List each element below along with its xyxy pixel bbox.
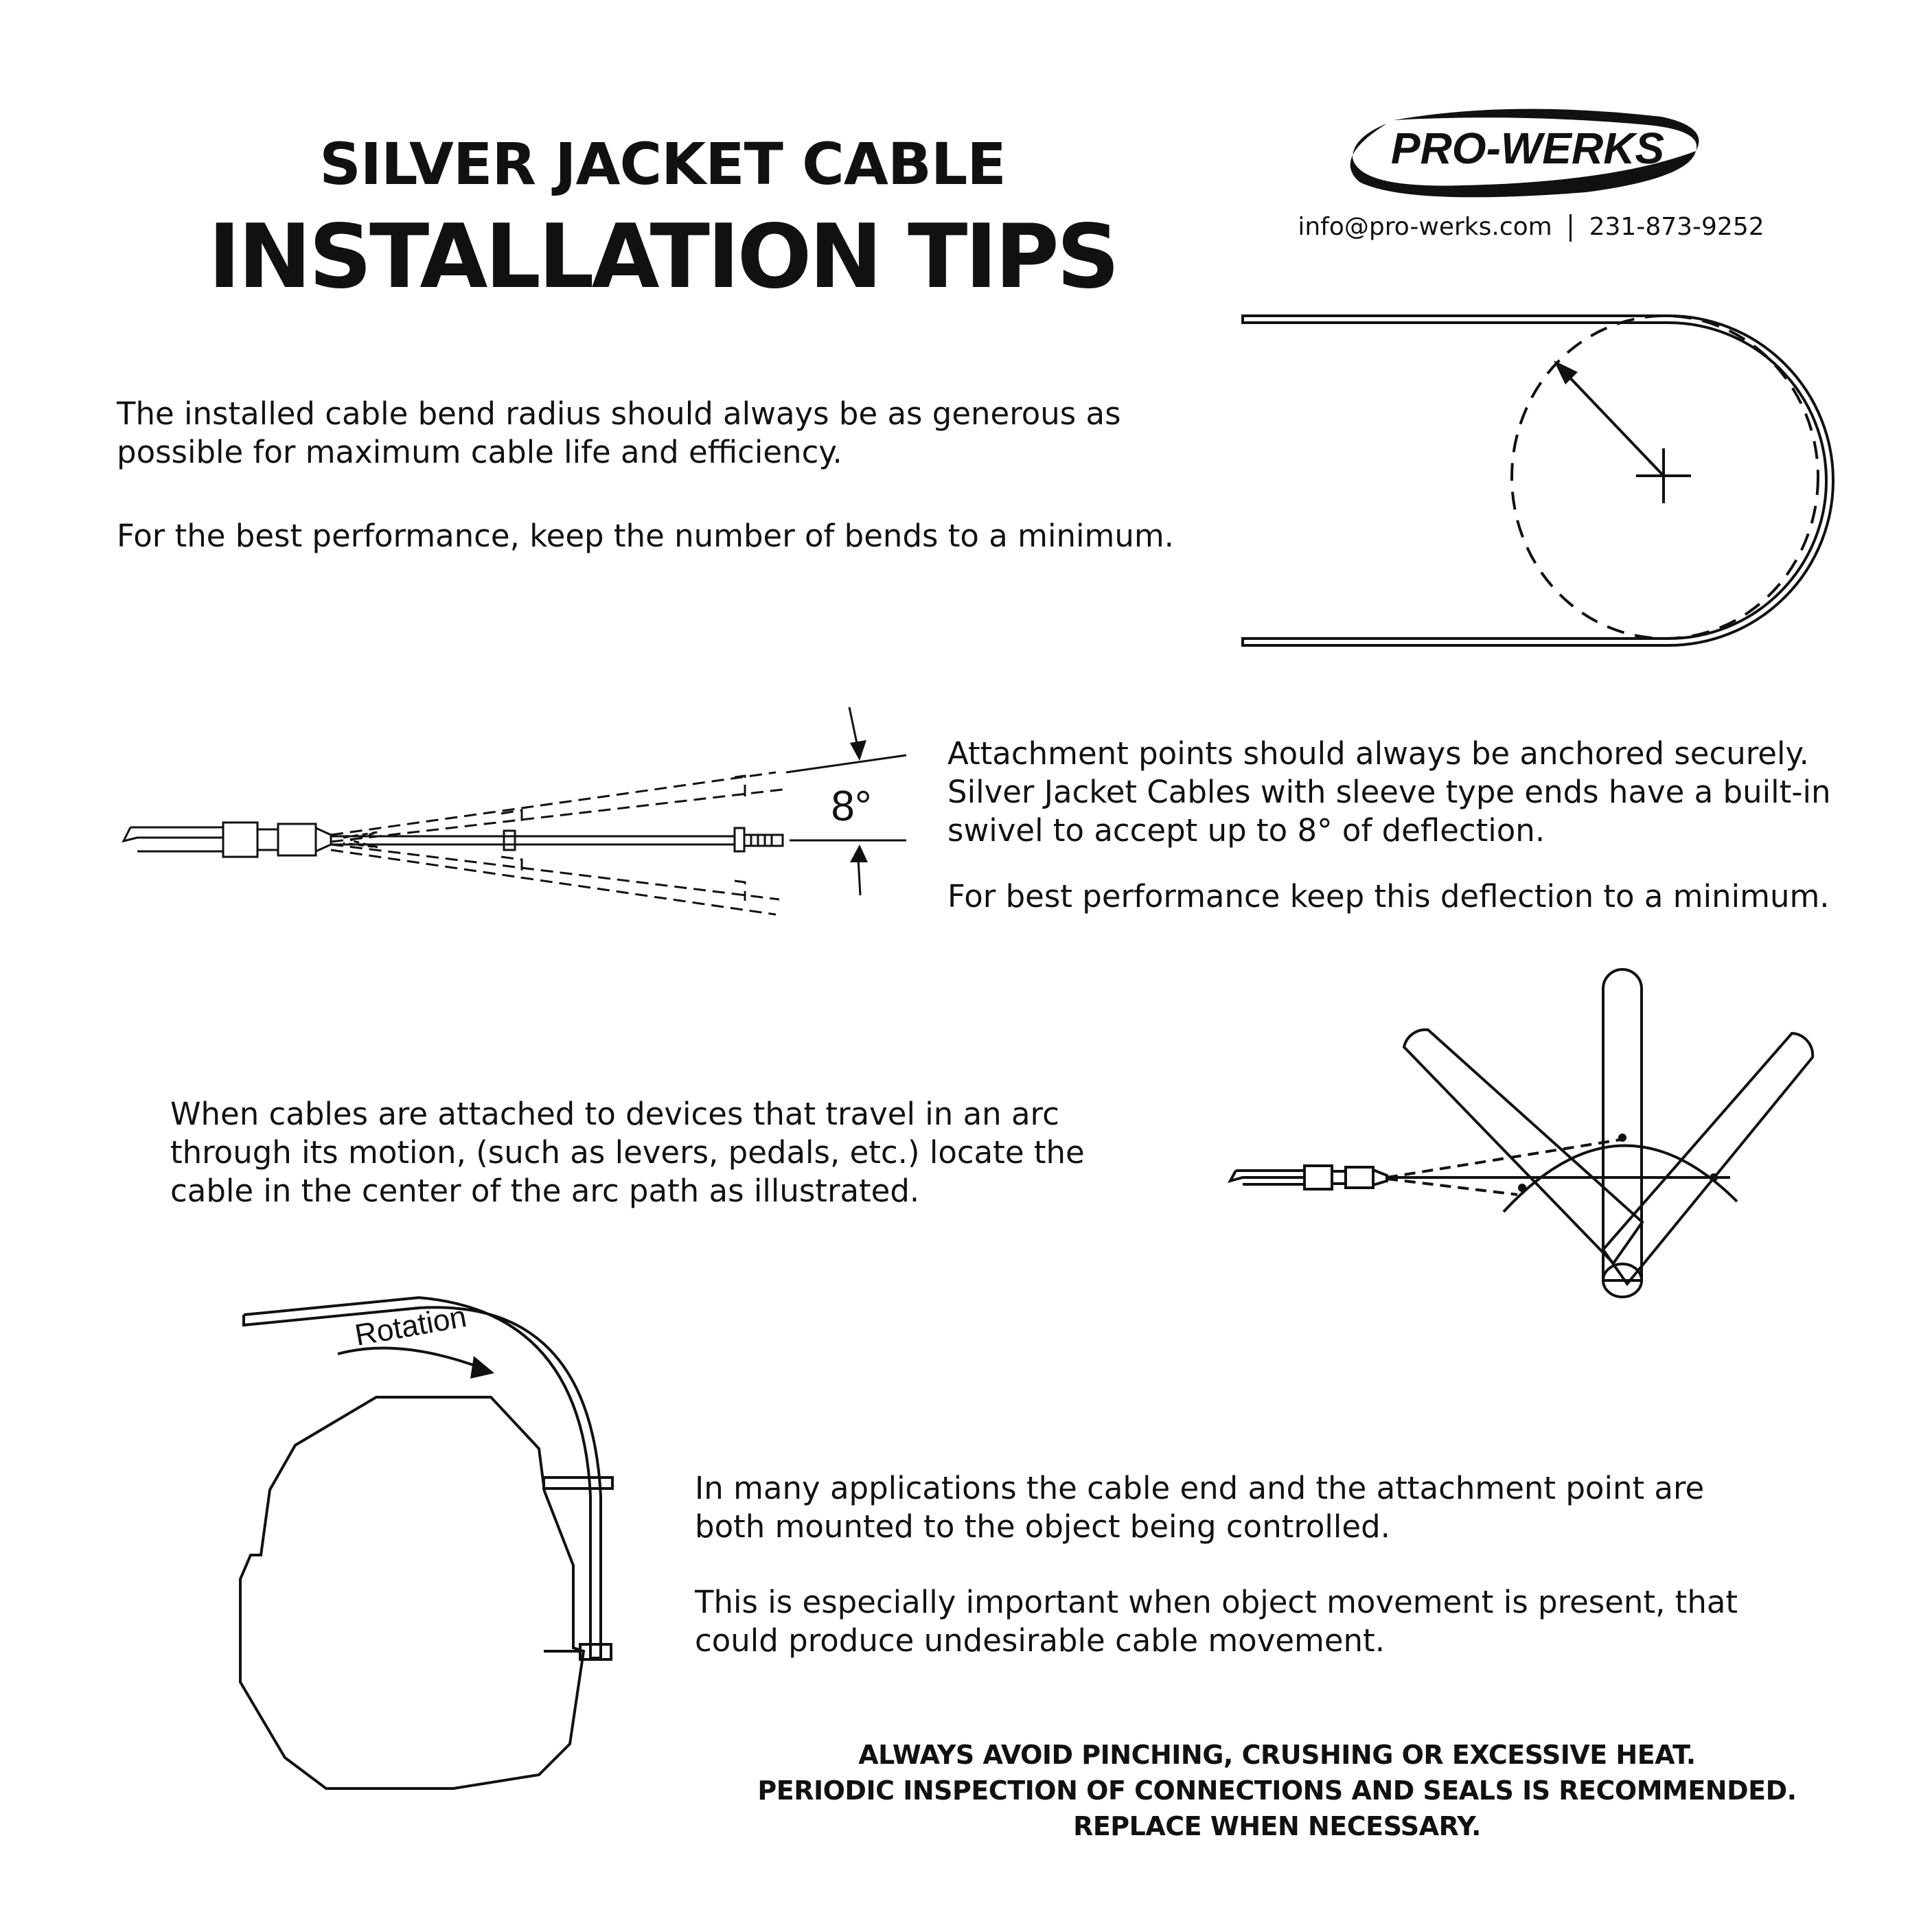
- arc-line-2: through its motion, (such as levers, pedals, etc.) locate the: [170, 1134, 1085, 1171]
- email-link[interactable]: info@pro-werks.com: [1298, 213, 1552, 241]
- contact-line: [1291, 213, 1771, 242]
- deflection-line-4: For best performance keep this deflection to a minimum.: [947, 878, 1830, 915]
- mounting-text: [695, 1469, 1862, 1660]
- deflection-line-2: Silver Jacket Cables with sleeve type ends have a built-in: [947, 774, 1831, 810]
- bend-radius-line-3: For the best performance, keep the number of bends to a minimum.: [117, 518, 1174, 554]
- warning-line-2: PERIODIC INSPECTION OF CONNECTIONS AND SEALS IS RECOMMENDED.: [757, 1775, 1797, 1806]
- page-subtitle: SILVER JACKET CABLE: [319, 130, 1006, 198]
- rotation-diagram: [227, 1277, 639, 1799]
- top-dimension-arrowhead: [850, 740, 866, 761]
- cable-fitting-3: [278, 824, 316, 855]
- mounting-line-3: This is especially important when object movement is present, that: [695, 1584, 1738, 1620]
- right-lever: [1603, 1033, 1813, 1284]
- deflection-line-1: Attachment points should always be anchored securely.: [947, 735, 1809, 772]
- arc-line-3: cable in the center of the arc path as illustrated.: [170, 1173, 920, 1209]
- mounting-line-1: In many applications the cable end and the attachment point are: [695, 1470, 1705, 1506]
- warning-line-1: ALWAYS AVOID PINCHING, CRUSHING OR EXCESSIVE HEAT.: [858, 1740, 1696, 1770]
- upper-reference-line: [786, 755, 906, 772]
- rod-end-nut: [735, 828, 744, 851]
- rotation-label: Rotation: [352, 1300, 470, 1353]
- lower-deflection-path: [331, 844, 779, 915]
- cable-jacket: [124, 827, 223, 851]
- deflection-diagram: [117, 700, 927, 920]
- mounting-line-2: both mounted to the object being controlled.: [695, 1508, 1390, 1545]
- radius-arrow-line: [1563, 371, 1664, 476]
- cable-fitting-2: [257, 829, 278, 850]
- bend-radius-diagram: [1236, 302, 1840, 659]
- contact-separator: [1569, 214, 1572, 242]
- cable-upper-run: [1243, 316, 1833, 645]
- pro-werks-logo: [1339, 103, 1710, 199]
- bend-radius-line-1: The installed cable bend radius should always be as generous as: [117, 395, 1121, 432]
- cable-fitting-1: [223, 823, 257, 857]
- phone-number: 231-873-9252: [1589, 213, 1764, 241]
- vertical-lever: [1603, 969, 1642, 1280]
- warning-notice: [659, 1737, 1895, 1844]
- deflection-line-3: swivel to accept up to 8° of deflection.: [947, 812, 1545, 849]
- rod-thread: [744, 835, 783, 846]
- warning-line-3: REPLACE WHEN NECESSARY.: [1073, 1811, 1481, 1841]
- mounting-line-4: could produce undesirable cable movement.: [695, 1622, 1385, 1659]
- bend-radius-text: [117, 395, 1250, 555]
- logo-text: PRO-WERKS: [1390, 124, 1665, 173]
- bottom-dimension-arrowhead: [850, 844, 868, 862]
- arc-line-1: When cables are attached to devices that travel in an arc: [170, 1096, 1059, 1132]
- rod-collar: [504, 831, 515, 850]
- deflection-text: [947, 735, 1929, 916]
- upper-deflection-path: [331, 772, 783, 842]
- page-title: INSTALLATION TIPS: [208, 206, 1117, 308]
- arc-text: [170, 1095, 1200, 1210]
- upper-clamp: [544, 1477, 612, 1488]
- angle-label: 8°: [831, 783, 872, 830]
- controlled-object: [240, 1397, 584, 1789]
- bend-radius-line-2: possible for maximum cable life and efficiency.: [117, 434, 842, 470]
- arc-lever-diagram: [1222, 975, 1840, 1311]
